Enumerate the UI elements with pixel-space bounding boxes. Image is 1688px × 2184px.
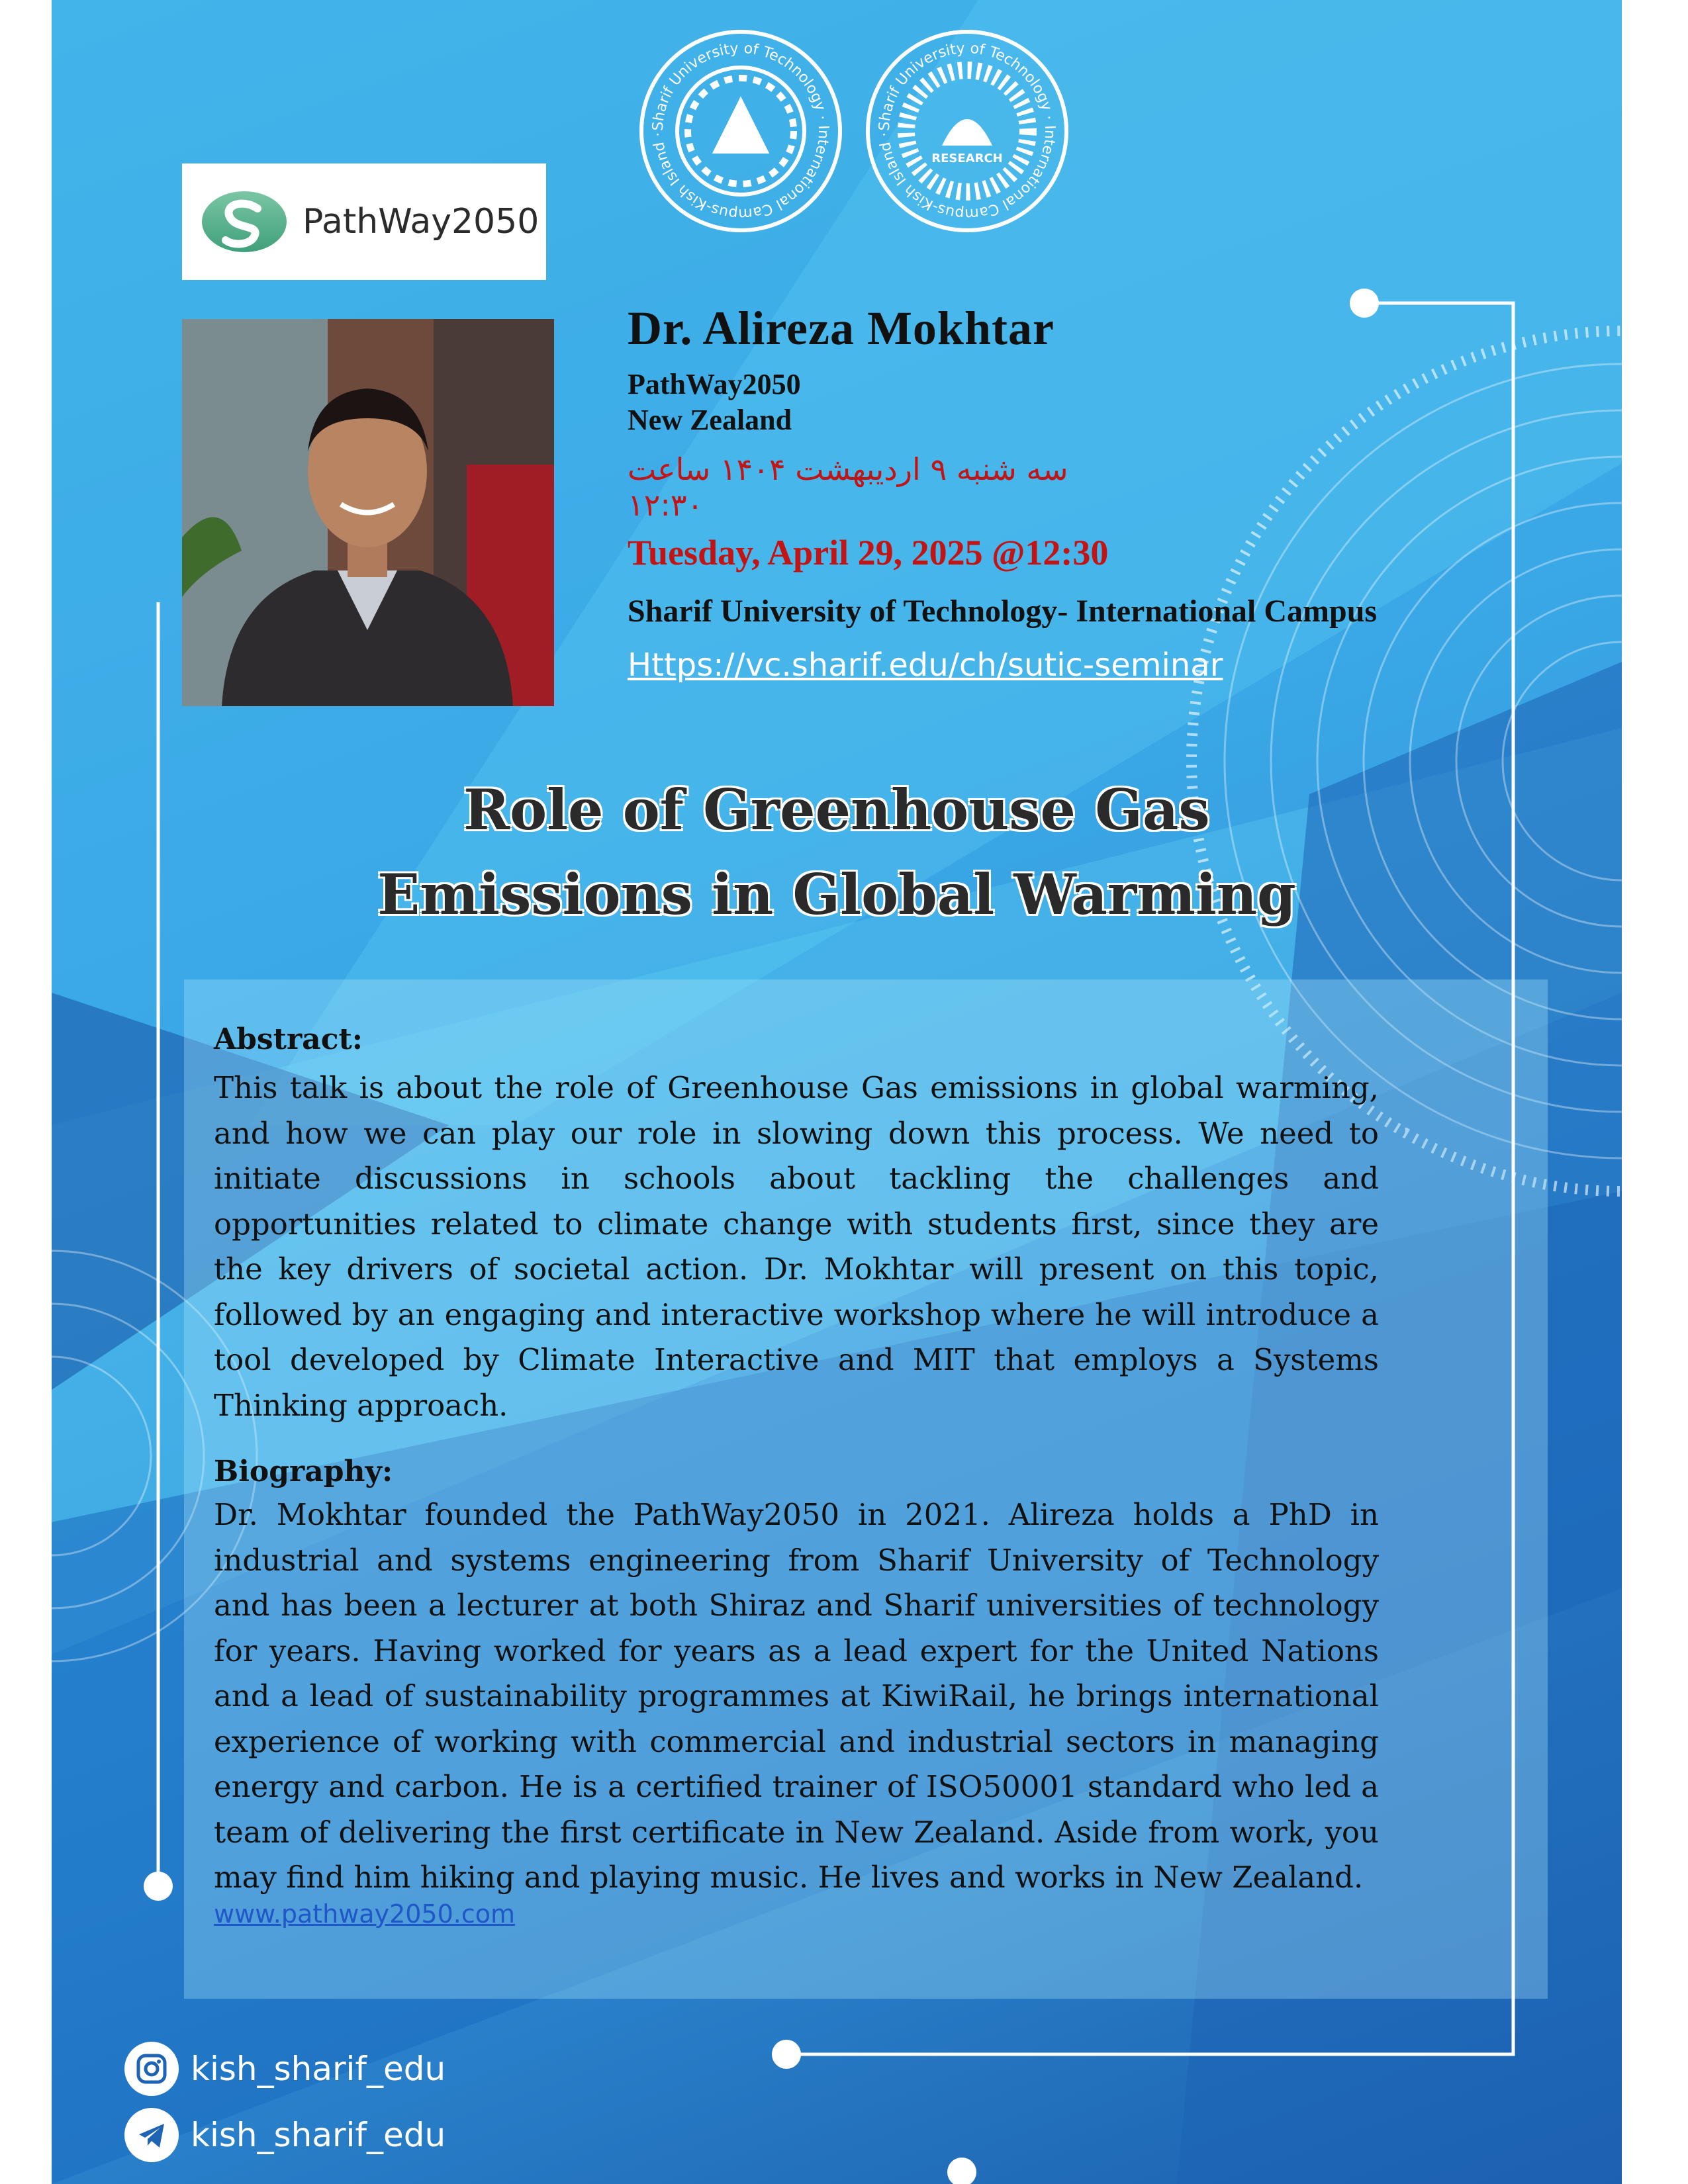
telegram-icon — [124, 2108, 179, 2162]
sharif-research-seal-icon — [863, 26, 1072, 236]
svg-text:Sharif University of Technolog: Sharif University of Technology · International Campus-Kish Island · — [649, 40, 832, 222]
date-persian: سه شنبه ۹ اردیبهشت ۱۴۰۴ ساعت ۱۲:۳۰ — [628, 451, 1068, 523]
pathway-logo-mark-icon — [202, 191, 287, 252]
speaker-country: New Zealand — [628, 404, 792, 436]
pathway-logo-text: PathWay2050 — [303, 202, 539, 242]
sharif-university-seal-icon — [636, 26, 845, 236]
speaker-photo — [182, 319, 554, 706]
venue: Sharif University of Technology- International Campus — [628, 594, 1378, 629]
content-panel — [214, 1023, 1379, 1929]
svg-text:RESEARCH: RESEARCH — [931, 152, 1003, 165]
social-instagram[interactable] — [124, 2042, 445, 2096]
abstract-heading: Abstract: — [214, 1023, 363, 1056]
instagram-handle: kish_sharif_edu — [191, 2050, 446, 2088]
pathway2050-logo — [182, 163, 546, 280]
talk-title-line-1: Role of Greenhouse Gas — [463, 777, 1210, 842]
telegram-handle: kish_sharif_edu — [191, 2116, 446, 2154]
seminar-link[interactable]: Https://vc.sharif.edu/ch/sutic-seminar — [628, 647, 1223, 684]
speaker-name: Dr. Alireza Mokhtar — [628, 302, 1055, 355]
abstract-text: This talk is about the role of Greenhouse Gas emissions in global warming, and how we can play our role in slowing down this process. We need to initiate discussions in schools about tackling the challenges and opportunities related to climate change with students first, since they are the key drivers of societal action. Dr. Mokhtar will present on this topic, followed by an engaging and interactive workshop where he will introduce a tool developed by Climate Interactive and MIT that employs a Systems Thinking approach. — [214, 1070, 1379, 1423]
instagram-icon — [124, 2042, 179, 2096]
svg-text:Sharif University of Technolog: Sharif University of Technology · International Campus-Kish Island · — [876, 40, 1058, 222]
social-telegram[interactable] — [124, 2108, 445, 2162]
talk-title-line-2: Emissions in Global Warming — [377, 862, 1296, 927]
biography-text: Dr. Mokhtar founded the PathWay2050 in 2021. Alireza holds a PhD in industrial and systems engineering from Sharif University of Technology and has been a lecturer at both Shiraz and Sharif universities of technology for years. Having worked for years as a lead expert for the United Nations and a lead of sustainability programmes at KiwiRail, he brings international experience of working with commercial and industrial sectors in managing energy and carbon. He is a certified trainer of ISO50001 standard who led a team of delivering the first certificate in New Zealand. Aside from work, you may find him hiking and playing music. He lives and works in New Zealand. — [214, 1497, 1379, 1895]
talk-title — [52, 768, 1622, 937]
speaker-info — [628, 301, 1377, 684]
website-link[interactable]: www.pathway2050.com — [214, 1899, 516, 1929]
speaker-organization: PathWay2050 — [628, 368, 801, 400]
biography-heading: Biography: — [214, 1455, 393, 1488]
seminar-poster — [52, 0, 1622, 2184]
date-english: Tuesday, April 29, 2025 @12:30 — [628, 533, 1109, 572]
